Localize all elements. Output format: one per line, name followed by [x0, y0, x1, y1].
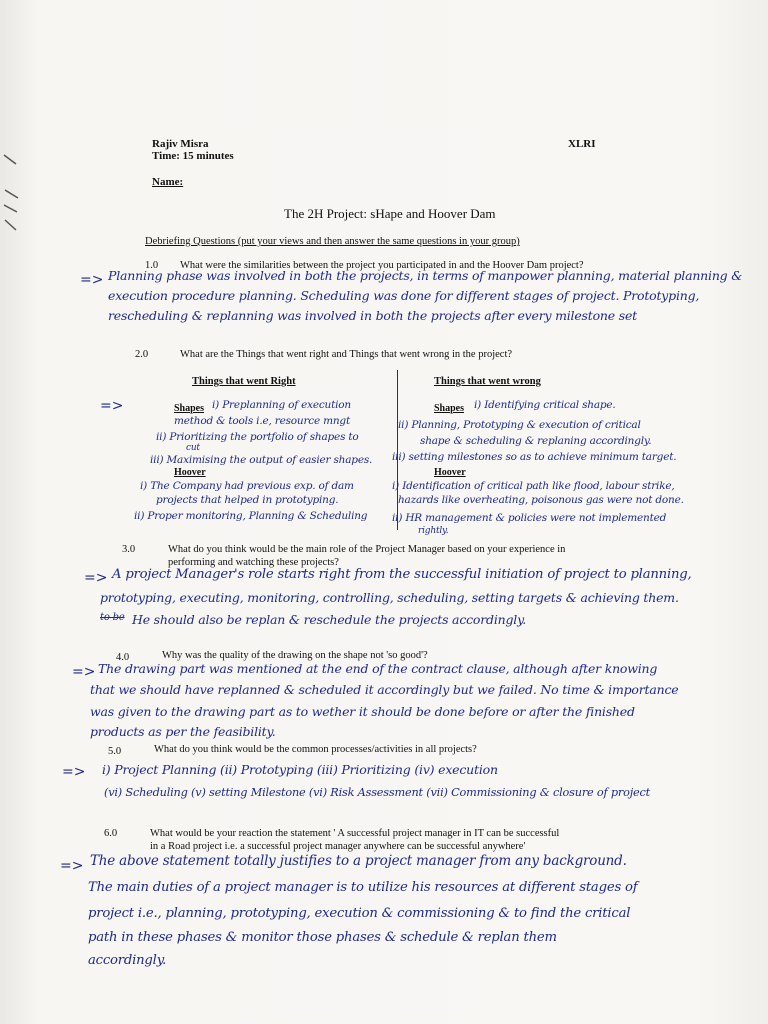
right-shapes-line-3: ii) Prioritizing the portfolio of shapes to: [156, 431, 359, 443]
right-hoover-line-1: i) The Company had previous exp. of dam: [140, 480, 354, 492]
answer-4-line-4: products as per the feasibility.: [90, 724, 276, 739]
document-title: The 2H Project: sHape and Hoover Dam: [284, 206, 496, 221]
answer-6-line-2: The main duties of a project manager is to utilize his resources at different stages of: [88, 880, 638, 895]
answer-arrow: =>: [84, 570, 108, 586]
answer-4-line-1: The drawing part was mentioned at the end of the contract clause, although after knowing: [98, 661, 658, 676]
answer-4-line-3: was given to the drawing part as to wether it should be done before or after the finished: [90, 704, 635, 719]
question-6-text-line-1: What would be your reaction the statement ' A successful project manager in IT can be successful: [150, 828, 560, 839]
right-shapes-line-1: i) Preplanning of execution: [212, 399, 351, 411]
right-shapes-line-2: method & tools i.e, resource mngt: [174, 415, 350, 427]
right-shapes-label: Shapes: [174, 403, 205, 414]
answer-1-line-3: rescheduling & replanning was involved in both the projects after every milestone set: [108, 308, 637, 323]
wrong-hoover-label: Hoover: [434, 467, 466, 478]
answer-3-line-3: He should also be replan & reschedule the projects accordingly.: [132, 612, 527, 627]
answer-3-struck-text: to be: [100, 612, 125, 623]
wrong-shapes-line-4: iii) setting milestones so as to achieve minimum target.: [392, 451, 677, 463]
question-3-number: 3.0: [122, 544, 136, 555]
author-name: Rajiv Misra: [152, 138, 209, 150]
wrong-shapes-line-2: ii) Planning, Prototyping & execution of critical: [398, 419, 641, 431]
right-shapes-line-5: iii) Maximising the output of easier shapes.: [150, 454, 373, 466]
wrong-hoover-line-3: ii) HR management & policies were not implemented: [392, 512, 667, 524]
answer-3-line-2: prototyping, executing, monitoring, controlling, scheduling, setting targets & achieving them.: [100, 590, 679, 605]
time-limit: Time: 15 minutes: [152, 150, 234, 162]
wrong-column-header: Things that went wrong: [434, 376, 541, 387]
question-1-text: What were the similarities between the project you participated in and the Hoover Dam project?: [180, 260, 584, 271]
answer-5-line-1: i) Project Planning (ii) Prototyping (iii) Prioritizing (iv) execution: [102, 762, 498, 777]
wrong-shapes-line-3: shape & scheduling & replaning accordingly.: [420, 435, 652, 447]
answer-arrow: =>: [100, 398, 124, 414]
answer-1-line-2: execution procedure planning. Scheduling was done for different stages of project. Prototyping,: [108, 288, 700, 303]
answer-6-line-5: accordingly.: [88, 953, 167, 968]
answer-arrow: =>: [60, 858, 84, 874]
scan-edge-marks: [2, 150, 22, 270]
answer-4-line-2: that we should have replanned & scheduled it accordingly but we failed. No time & importance: [90, 682, 679, 697]
question-4-text: Why was the quality of the drawing on the shape not 'so good'?: [162, 650, 428, 661]
right-hoover-line-2: projects that helped in prototyping.: [156, 494, 339, 506]
question-5-text: What do you think would be the common processes/activities in all projects?: [154, 744, 477, 755]
answer-1-line-1: Planning phase was involved in both the projects, in terms of manpower planning, material planning &: [108, 268, 743, 283]
question-6-text-line-2: in a Road project i.e. a successful project manager anywhere can be successful anywhere': [150, 841, 526, 852]
question-5-number: 5.0: [108, 746, 122, 757]
question-2-number: 2.0: [135, 349, 149, 360]
right-hoover-label: Hoover: [174, 467, 206, 478]
answer-6-line-1: The above statement totally justifies to a project manager from any background.: [90, 853, 627, 869]
question-6-number: 6.0: [104, 828, 118, 839]
question-3-text-line-2: performing and watching these projects?: [168, 557, 339, 568]
answer-3-line-1: A project Manager's role starts right from the successful initiation of project to planning,: [112, 567, 692, 582]
right-column-header: Things that went Right: [192, 376, 296, 387]
answer-6-line-4: path in these phases & monitor those phases & schedule & replan them: [88, 930, 557, 945]
document-subtitle: Debriefing Questions (put your views and then answer the same questions in your group): [145, 236, 520, 247]
question-1-number: 1.0: [145, 260, 159, 271]
name-label: Name:: [152, 176, 184, 188]
answer-6-line-3: project i.e., planning, prototyping, execution & commissioning & to find the critical: [88, 906, 631, 921]
wrong-hoover-line-2: hazards like overheating, poisonous gas were not done.: [398, 494, 684, 506]
answer-5-line-2: (vi) Scheduling (v) setting Milestone (vi) Risk Assessment (vii) Commissioning & closure of project: [104, 786, 650, 799]
answer-arrow: =>: [62, 764, 86, 780]
right-hoover-line-3: ii) Proper monitoring, Planning & Scheduling: [134, 510, 368, 522]
institute-name: XLRI: [568, 138, 596, 150]
answer-arrow: =>: [72, 664, 96, 680]
wrong-shapes-label: Shapes: [434, 403, 465, 414]
wrong-hoover-line-1: i) Identification of critical path like flood, labour strike,: [392, 480, 675, 492]
question-2-text: What are the Things that went right and Things that went wrong in the project?: [180, 349, 513, 360]
wrong-hoover-line-4: rightly.: [418, 526, 449, 536]
answer-arrow: =>: [80, 272, 104, 288]
question-3-text-line-1: What do you think would be the main role of the Project Manager based on your experience in: [168, 544, 566, 555]
wrong-shapes-line-1: i) Identifying critical shape.: [474, 399, 616, 411]
column-divider: [397, 370, 398, 530]
question-4-number: 4.0: [116, 652, 130, 663]
right-shapes-line-4: cut: [186, 443, 200, 453]
